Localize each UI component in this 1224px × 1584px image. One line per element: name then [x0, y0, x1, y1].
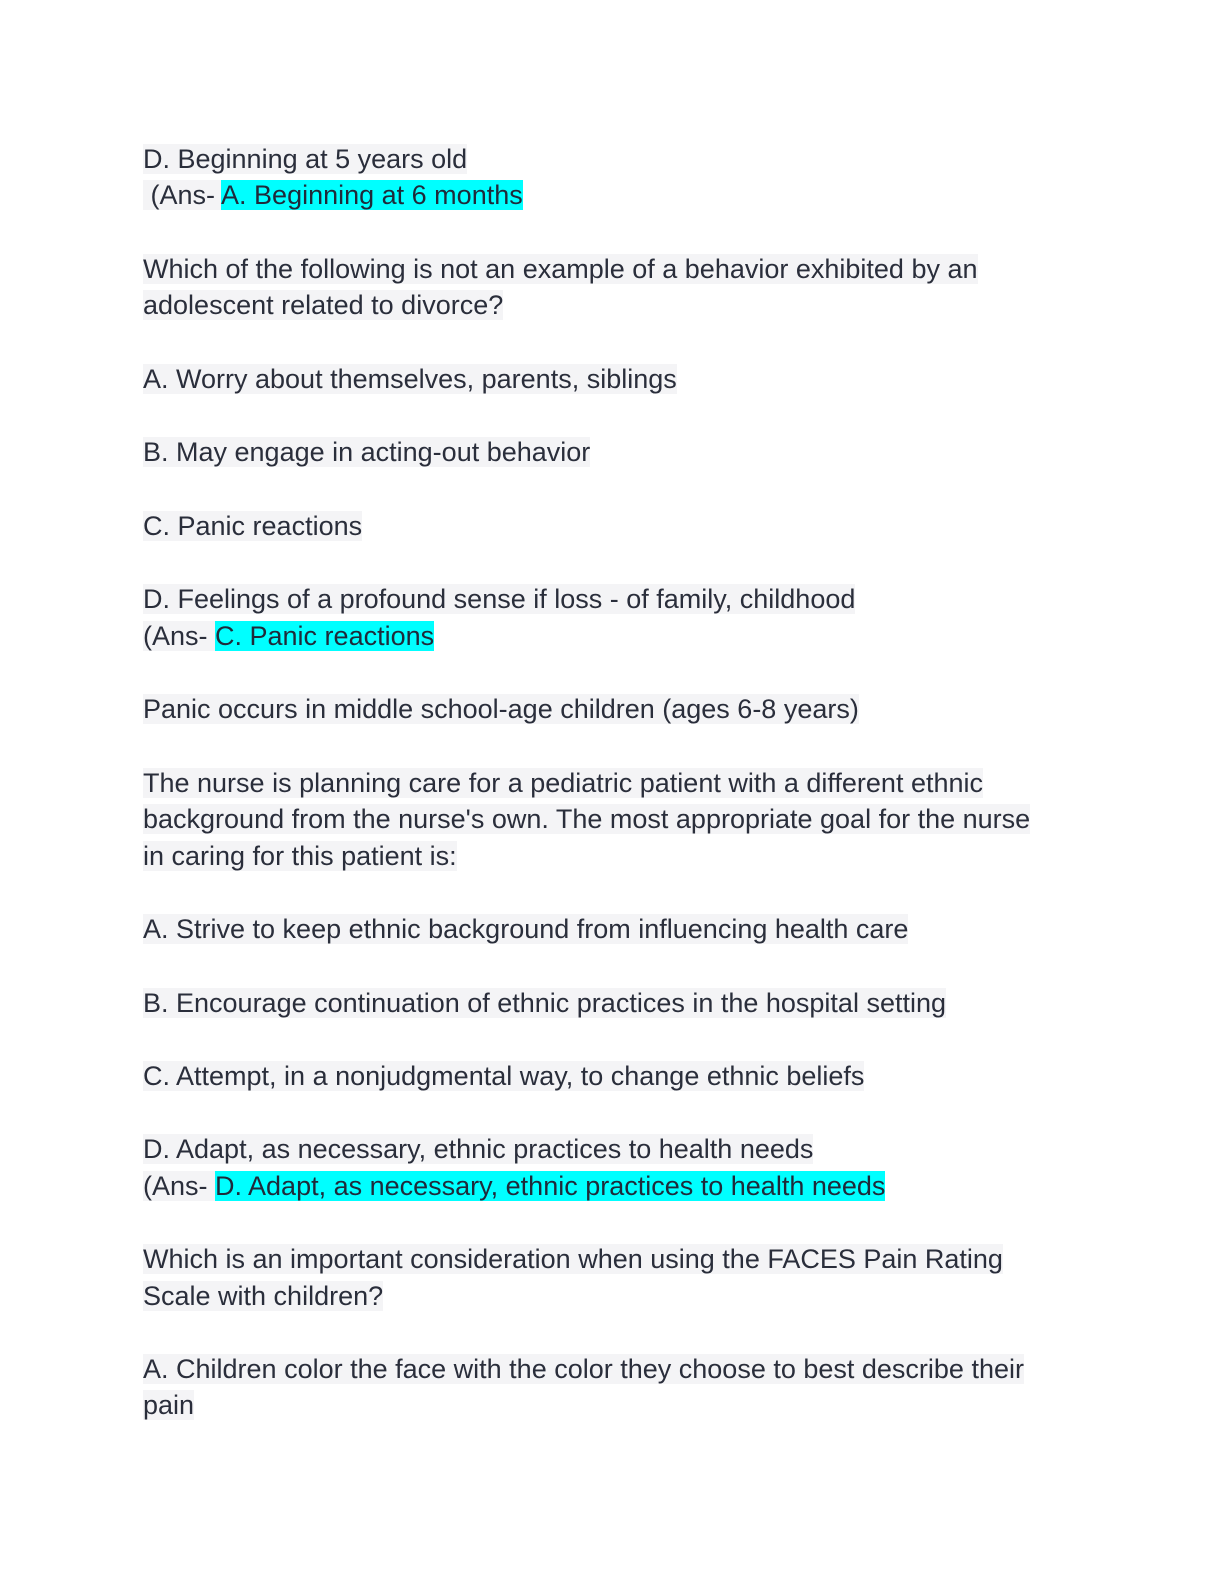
answer-highlight: C. Panic reactions: [215, 621, 435, 651]
line-text: B. May engage in acting-out behavior: [143, 437, 591, 467]
text-line: [143, 838, 457, 875]
answer-prefix: (Ans-: [143, 621, 216, 651]
answer-line: [143, 1168, 885, 1205]
line-text: D. Adapt, as necessary, ethnic practices to health needs: [143, 1134, 814, 1164]
text-line: [143, 141, 467, 178]
line-text: D. Feelings of a profound sense if loss - of family, childhood: [143, 584, 856, 614]
text-line: [143, 581, 855, 618]
text-line: [143, 801, 1030, 838]
line-text: pain: [143, 1390, 195, 1420]
line-text: Scale with children?: [143, 1281, 384, 1311]
line-text: Which of the following is not an example of a behavior exhibited by an: [143, 254, 978, 284]
line-text: The nurse is planning care for a pediatric patient with a different ethnic: [143, 768, 983, 798]
text-line: [143, 251, 978, 288]
text-line: [143, 911, 908, 948]
text-line: [143, 287, 503, 324]
answer-line: [143, 618, 434, 655]
line-text: Panic occurs in middle school-age children (ages 6-8 years): [143, 694, 859, 724]
line-text: A. Strive to keep ethnic background from influencing health care: [143, 914, 909, 944]
line-text: A. Children color the face with the color they choose to best describe their: [143, 1354, 1024, 1384]
line-text: background from the nurse's own. The most appropriate goal for the nurse: [143, 804, 1031, 834]
text-line: [143, 1278, 383, 1315]
text-line: [143, 1351, 1024, 1388]
text-line: [143, 985, 946, 1022]
answer-line: [143, 177, 523, 214]
text-line: [143, 1058, 864, 1095]
answer-highlight: A. Beginning at 6 months: [221, 180, 523, 210]
text-line: [143, 434, 590, 471]
text-line: [143, 765, 983, 802]
line-text: adolescent related to divorce?: [143, 290, 504, 320]
text-line: [143, 1241, 1003, 1278]
line-text: C. Panic reactions: [143, 511, 363, 541]
text-line: [143, 1131, 813, 1168]
text-line: [143, 1387, 194, 1424]
answer-highlight: D. Adapt, as necessary, ethnic practices to health needs: [215, 1171, 886, 1201]
line-text: A. Worry about themselves, parents, siblings: [143, 364, 677, 394]
text-line: [143, 691, 859, 728]
line-text: B. Encourage continuation of ethnic practices in the hospital setting: [143, 988, 946, 1018]
line-text: Which is an important consideration when using the FACES Pain Rating: [143, 1244, 1003, 1274]
text-line: [143, 361, 677, 398]
answer-prefix: (Ans-: [143, 180, 222, 210]
line-text: in caring for this patient is:: [143, 841, 457, 871]
answer-prefix: (Ans-: [143, 1171, 216, 1201]
text-line: [143, 508, 362, 545]
line-text: D. Beginning at 5 years old: [143, 144, 468, 174]
line-text: C. Attempt, in a nonjudgmental way, to change ethnic beliefs: [143, 1061, 865, 1091]
